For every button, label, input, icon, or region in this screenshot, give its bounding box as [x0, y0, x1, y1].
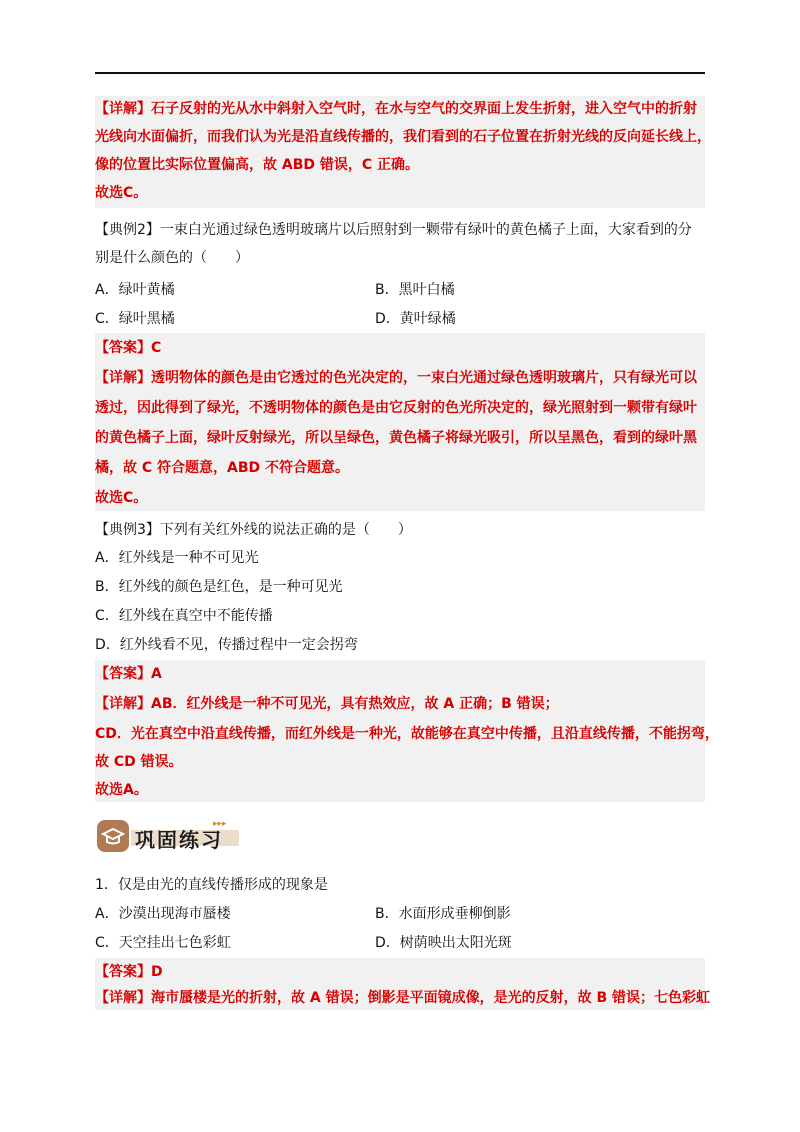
detail-text: 橘，故 C 符合题意，ABD 不符合题意。: [95, 460, 350, 476]
option-b: B．红外线的颜色是红色，是一种可见光: [95, 579, 343, 595]
option-d: D．红外线看不见，传播过程中一定会拐弯: [95, 637, 358, 653]
question-text: 【典例2】一束白光通过绿色透明玻璃片以后照射到一颗带有绿叶的黄色橘子上面，大家看到的分: [95, 222, 692, 238]
option-b: B．水面形成垂柳倒影: [375, 906, 511, 922]
section-title: 巩固练习: [135, 828, 223, 852]
question-text: 1．仅是由光的直线传播形成的现象是: [95, 877, 328, 893]
option-c: C．绿叶黑橘: [95, 311, 175, 327]
detail-text: 【详解】AB．红外线是一种不可见光，具有热效应，故 A 正确；B 错误；: [95, 696, 559, 712]
option-a: A．沙漠出现海市蜃楼: [95, 906, 231, 922]
option-a: A．红外线是一种不可见光: [95, 550, 259, 566]
option-a: A．绿叶黄橘: [95, 282, 175, 298]
option-c: C．红外线在真空中不能传播: [95, 608, 273, 624]
detail-text: 光线向水面偏折，而我们认为光是沿直线传播的，我们看到的石子位置在折射光线的反向延长线上，: [95, 129, 711, 145]
answer-text: 【答案】D: [95, 964, 163, 980]
option-c: C．天空挂出七色彩虹: [95, 935, 231, 951]
badge-square: [97, 820, 129, 852]
detail-text: 【详解】海市蜃楼是光的折射，故 A 错误；倒影是平面镜成像，是光的反射，故 B 错误；七色彩虹: [95, 990, 710, 1006]
detail-text: CD．光在真空中沿直线传播，而红外线是一种光，故能够在真空中传播，且沿直线传播，不能拐弯，: [95, 726, 719, 742]
svg-text:▸▸▸: ▸▸▸: [213, 819, 227, 829]
choose-text: 故选A。: [95, 782, 148, 798]
section-header: [95, 816, 245, 856]
detail-text: 透过，因此得到了绿光，不透明物体的颜色是由它反射的色光所决定的，绿光照射到一颗带有绿叶: [95, 400, 697, 416]
detail-text: 的黄色橘子上面，绿叶反射绿光，所以呈绿色，黄色橘子将绿光吸引，所以呈黑色，看到的绿叶黑: [95, 430, 697, 446]
detail-text: 像的位置比实际位置偏高，故 ABD 错误，C 正确。: [95, 157, 420, 173]
answer-text: 【答案】C: [95, 340, 162, 356]
choose-text: 故选C。: [95, 490, 148, 506]
answer-text: 【答案】A: [95, 666, 162, 682]
choose-text: 故选C。: [95, 185, 148, 201]
detail-text: 【详解】石子反射的光从水中斜射入空气时，在水与空气的交界面上发生折射，进入空气中的折射: [95, 101, 697, 117]
question-text: 【典例3】下列有关红外线的说法正确的是（ ）: [95, 522, 412, 538]
option-d: D．黄叶绿橘: [375, 311, 456, 327]
header-rule: [95, 72, 705, 74]
detail-text: 【详解】透明物体的颜色是由它透过的色光决定的，一束白光通过绿色透明玻璃片，只有绿光可以: [95, 370, 697, 386]
detail-text: 故 CD 错误。: [95, 754, 183, 770]
question-text: 别是什么颜色的（ ）: [95, 250, 249, 266]
option-d: D．树荫映出太阳光斑: [375, 935, 512, 951]
option-b: B．黑叶白橘: [375, 282, 455, 298]
